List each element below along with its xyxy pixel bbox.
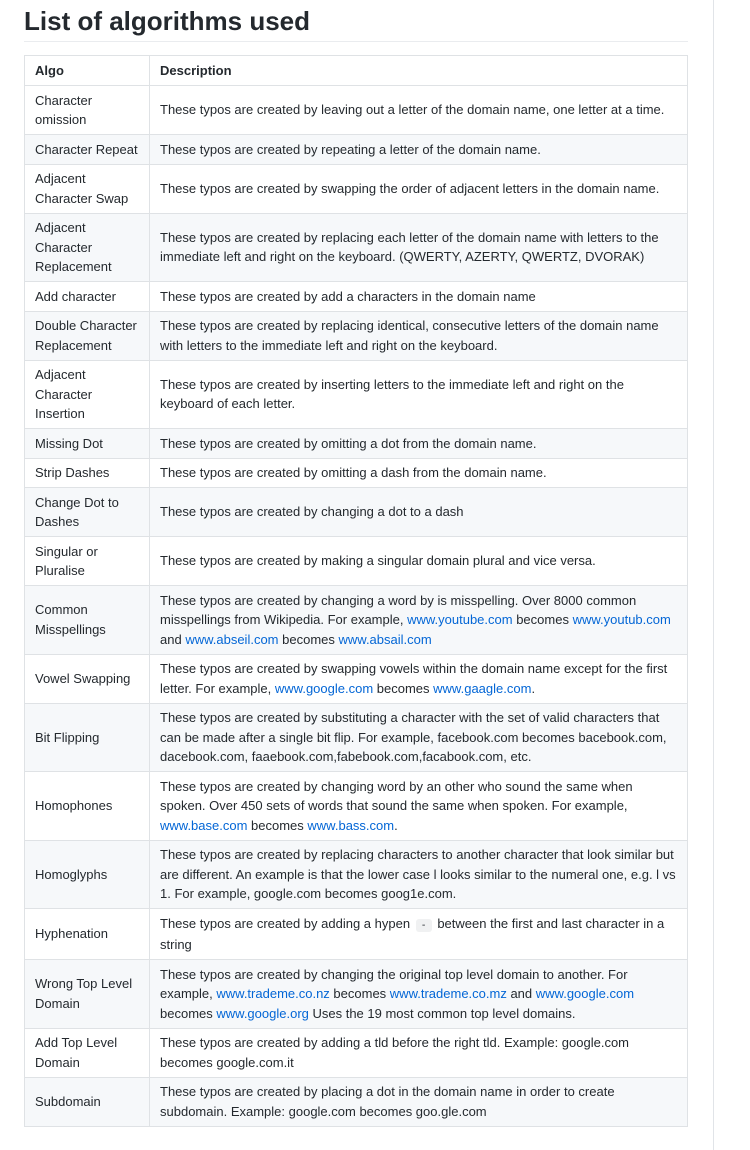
description-text: These typos are created by omitting a dot from the domain name.: [160, 435, 537, 451]
example-link[interactable]: www.bass.com: [307, 817, 395, 833]
description-text: becomes: [373, 680, 434, 696]
description-text: and: [506, 986, 536, 1001]
description-text: These typos are created by replacing each letter of the domain name with letters to the immediate left and right on the keyboard. (QWERTY, AZERTY, QWERTZ, DVORAK): [160, 229, 659, 265]
description-text: These typos are created by replacing characters to another character that look similar but are different. An example is that the lower case l looks similar to the numeral one, e.g. l vs 1. For example, google.com becomes goog1e.com.: [160, 847, 676, 901]
algo-description-cell: [150, 1028, 688, 1077]
description-text: These typos are created by add a characters in the domain name: [160, 288, 536, 304]
example-link[interactable]: www.gaagle.com: [433, 680, 532, 696]
algo-description-cell: [150, 909, 688, 960]
description-text: These typos are created by omitting a dash from the domain name.: [160, 465, 547, 480]
description-text: These typos are created by inserting letters to the immediate left and right on the keyboard of each letter.: [160, 376, 624, 412]
example-link[interactable]: www.youtub.com: [572, 612, 671, 627]
algo-name-cell: Homophones: [25, 772, 150, 841]
algo-description-cell: [150, 488, 688, 537]
description-text: These typos are created by changing a dot to a dash: [160, 504, 464, 520]
table-row: [25, 311, 688, 360]
table-row: [25, 1028, 688, 1077]
algo-name-cell: Character Repeat: [25, 135, 150, 165]
example-link[interactable]: www.google.com: [535, 986, 635, 1001]
example-link[interactable]: www.google.org: [216, 1005, 309, 1021]
table-row: [25, 1077, 688, 1126]
algo-name-cell: Add Top Level Domain: [25, 1028, 150, 1077]
algo-name-cell: Bit Flipping: [25, 703, 150, 772]
example-link[interactable]: www.google.com: [274, 680, 374, 696]
example-link[interactable]: www.trademe.co.mz: [389, 986, 507, 1001]
algo-description-cell: [150, 654, 688, 703]
table-row: [25, 654, 688, 703]
description-text: These typos are created by changing the original top level domain to another. For example,: [160, 966, 628, 1001]
example-link[interactable]: www.absail.com: [338, 631, 432, 647]
algo-description-cell: [150, 213, 688, 282]
table-row: [25, 537, 688, 586]
article-content: [24, 0, 688, 1127]
table-row: [25, 703, 688, 772]
algo-name-cell: Adjacent Character Swap: [25, 164, 150, 213]
description-text: becomes: [512, 612, 573, 627]
inline-code: -: [416, 919, 432, 932]
algo-name-cell: Adjacent Character Insertion: [25, 360, 150, 429]
table-body: [25, 86, 688, 1127]
example-link[interactable]: www.base.com: [160, 817, 248, 833]
table-header-row: [25, 56, 688, 86]
description-text: These typos are created by changing a word by is misspelling. Over 8000 common misspellings from Wikipedia. For example,: [160, 592, 637, 627]
description-text: These typos are created by placing a dot in the domain name in order to create subdomain. Example: google.com becomes goo.gle.com: [160, 1084, 615, 1119]
table-head: [25, 56, 688, 86]
algo-name-cell: Missing Dot: [25, 429, 150, 459]
header-description: Description: [150, 56, 688, 86]
description-text: These typos are created by swapping vowels within the domain name except for the first letter. For example,: [160, 661, 668, 696]
algo-description-cell: [150, 135, 688, 165]
description-text: These typos are created by adding a hypen: [160, 915, 414, 931]
description-text: between the first and last character in a string: [160, 915, 665, 952]
table-row: [25, 586, 688, 655]
table-row: [25, 909, 688, 960]
algo-name-cell: Change Dot to Dashes: [25, 488, 150, 537]
table-row: [25, 282, 688, 312]
algo-name-cell: Vowel Swapping: [25, 654, 150, 703]
example-link[interactable]: www.trademe.co.nz: [216, 986, 330, 1001]
table-row: [25, 488, 688, 537]
table-row: [25, 429, 688, 459]
algo-description-cell: [150, 360, 688, 429]
description-text: .: [394, 817, 398, 833]
description-text: Uses the 19 most common top level domains.: [308, 1005, 576, 1021]
description-text: and: [160, 631, 186, 647]
algo-description-cell: [150, 586, 688, 655]
table-row: [25, 840, 688, 909]
algo-description-cell: [150, 282, 688, 312]
table-row: [25, 960, 688, 1029]
header-algo: Algo: [25, 56, 150, 86]
algo-description-cell: [150, 840, 688, 909]
table-row: [25, 213, 688, 282]
table-row: [25, 360, 688, 429]
algo-description-cell: [150, 1077, 688, 1126]
table-row: [25, 458, 688, 488]
algorithms-table: [24, 55, 688, 1127]
algo-name-cell: Subdomain: [25, 1077, 150, 1126]
algo-description-cell: [150, 458, 688, 488]
algo-description-cell: [150, 960, 688, 1029]
section-heading: List of algorithms used: [24, 0, 688, 42]
description-text: becomes: [278, 631, 339, 647]
page-right-border: [713, 0, 714, 1150]
table-row: [25, 86, 688, 135]
description-text: These typos are created by changing word by an other who sound the same when spoken. Over 450 sets of words that sound the same when spoken. For example,: [160, 778, 633, 813]
algo-name-cell: Double Character Replacement: [25, 311, 150, 360]
algo-description-cell: [150, 772, 688, 841]
description-text: becomes: [329, 986, 390, 1001]
algo-name-cell: Wrong Top Level Domain: [25, 960, 150, 1029]
description-text: These typos are created by swapping the order of adjacent letters in the domain name.: [160, 180, 660, 196]
algo-name-cell: Common Misspellings: [25, 586, 150, 655]
algo-name-cell: Homoglyphs: [25, 840, 150, 909]
description-text: .: [531, 680, 536, 696]
algo-description-cell: [150, 537, 688, 586]
algo-description-cell: [150, 311, 688, 360]
table-row: [25, 772, 688, 841]
description-text: These typos are created by replacing identical, consecutive letters of the domain name with letters to the immediate left and right on the keyboard.: [160, 318, 659, 353]
description-text: becomes: [247, 817, 308, 833]
algo-name-cell: Character omission: [25, 86, 150, 135]
table-row: [25, 135, 688, 165]
description-text: These typos are created by repeating a letter of the domain name.: [160, 141, 541, 157]
table-row: [25, 164, 688, 213]
example-link[interactable]: www.youtube.com: [407, 612, 513, 627]
description-text: These typos are created by leaving out a letter of the domain name, one letter at a time.: [160, 102, 665, 118]
description-text: becomes: [160, 1005, 217, 1021]
algo-description-cell: [150, 703, 688, 772]
algo-description-cell: [150, 429, 688, 459]
algo-description-cell: [150, 86, 688, 135]
algo-name-cell: Hyphenation: [25, 909, 150, 960]
algo-description-cell: [150, 164, 688, 213]
algo-name-cell: Strip Dashes: [25, 458, 150, 488]
algo-name-cell: Singular or Pluralise: [25, 537, 150, 586]
algo-name-cell: Add character: [25, 282, 150, 312]
description-text: These typos are created by substituting a character with the set of valid characters that can be made after a single bit flip. For example, facebook.com becomes bacebook.com, dacebook.com, faaebook.com,fabebook.com,facabook.com, etc.: [160, 710, 667, 764]
description-text: These typos are created by making a singular domain plural and vice versa.: [160, 553, 596, 569]
description-text: These typos are created by adding a tld before the right tld. Example: google.com becomes google.com.it: [160, 1035, 629, 1070]
example-link[interactable]: www.abseil.com: [185, 631, 279, 647]
algo-name-cell: Adjacent Character Replacement: [25, 213, 150, 282]
